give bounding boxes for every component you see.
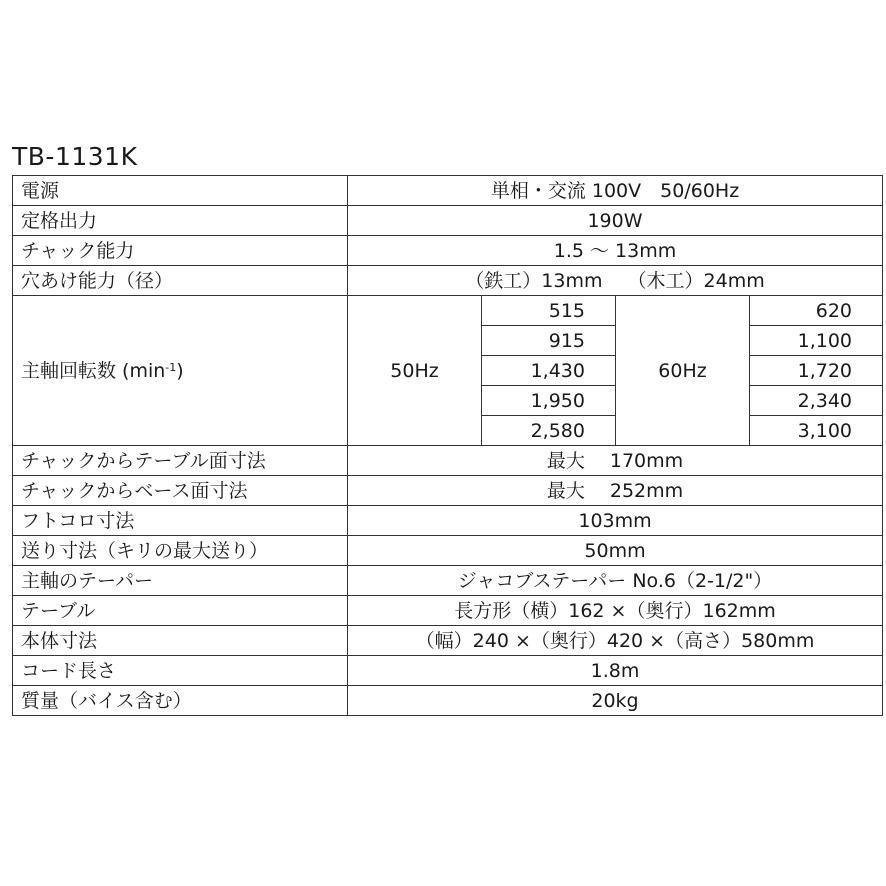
spec-row-throat-depth xyxy=(13,506,883,536)
rpm-60hz: 620 xyxy=(750,296,883,326)
spec-label: 質量（バイス含む） xyxy=(13,686,348,716)
spec-value: 単相・交流 100V 50/60Hz xyxy=(348,176,883,206)
product-title: TB-1131K xyxy=(12,142,138,171)
spec-row-drilling-capacity xyxy=(13,266,883,296)
spec-label: 定格出力 xyxy=(13,206,348,236)
spec-row-rated-output xyxy=(13,206,883,236)
spec-row-feed-stroke xyxy=(13,536,883,566)
rpm-50hz: 1,430 xyxy=(482,356,616,386)
spec-row-chuck-capacity xyxy=(13,236,883,266)
rpm-60hz: 2,340 xyxy=(750,386,883,416)
spec-label: 主軸のテーパー xyxy=(13,566,348,596)
rpm-50hz: 1,950 xyxy=(482,386,616,416)
spec-label: 穴あけ能力（径） xyxy=(13,266,348,296)
spec-label: 送り寸法（キリの最大送り） xyxy=(13,536,348,566)
spec-row-spindle-speed xyxy=(13,296,883,326)
spec-value: 1.5 ～ 13mm xyxy=(348,236,883,266)
spindle-label-text: 主軸回転数 (min xyxy=(21,359,166,382)
spec-value: ジャコブステーパー No.6（2-1/2"） xyxy=(348,566,883,596)
spec-value: 最大 252mm xyxy=(348,476,883,506)
spec-label: コード長さ xyxy=(13,656,348,686)
spec-table xyxy=(12,175,883,716)
spec-row-spindle-taper xyxy=(13,566,883,596)
spec-value: （鉄工）13mm （木工）24mm xyxy=(348,266,883,296)
spindle-label-close: ) xyxy=(176,359,184,382)
spec-value: （幅）240 ×（奥行）420 ×（高さ）580mm xyxy=(348,626,883,656)
spec-row-power xyxy=(13,176,883,206)
rpm-50hz: 915 xyxy=(482,326,616,356)
rpm-50hz: 2,580 xyxy=(482,416,616,446)
spec-row-weight xyxy=(13,686,883,716)
spec-value: 最大 170mm xyxy=(348,446,883,476)
spec-label: チャック能力 xyxy=(13,236,348,266)
spec-label: チャックからテーブル面寸法 xyxy=(13,446,348,476)
spindle-unit-sup: -1 xyxy=(165,360,177,374)
spec-value: 190W xyxy=(348,206,883,236)
spec-label: チャックからベース面寸法 xyxy=(13,476,348,506)
frequency-50hz: 50Hz xyxy=(348,296,482,446)
rpm-60hz: 1,720 xyxy=(750,356,883,386)
spec-row-cord-length xyxy=(13,656,883,686)
spec-row-table xyxy=(13,596,883,626)
spec-row-body-dimensions xyxy=(13,626,883,656)
spec-value: 1.8m xyxy=(348,656,883,686)
spec-label: 本体寸法 xyxy=(13,626,348,656)
spec-label: 電源 xyxy=(13,176,348,206)
frequency-60hz: 60Hz xyxy=(616,296,750,446)
spec-label: テーブル xyxy=(13,596,348,626)
spec-row-chuck-to-table xyxy=(13,446,883,476)
spec-label: フトコロ寸法 xyxy=(13,506,348,536)
spec-value: 長方形（横）162 ×（奥行）162mm xyxy=(348,596,883,626)
spec-row-chuck-to-base xyxy=(13,476,883,506)
spec-value: 50mm xyxy=(348,536,883,566)
rpm-60hz: 3,100 xyxy=(750,416,883,446)
spec-value: 20kg xyxy=(348,686,883,716)
spindle-speed-label xyxy=(13,296,348,446)
spec-value: 103mm xyxy=(348,506,883,536)
rpm-50hz: 515 xyxy=(482,296,616,326)
rpm-60hz: 1,100 xyxy=(750,326,883,356)
